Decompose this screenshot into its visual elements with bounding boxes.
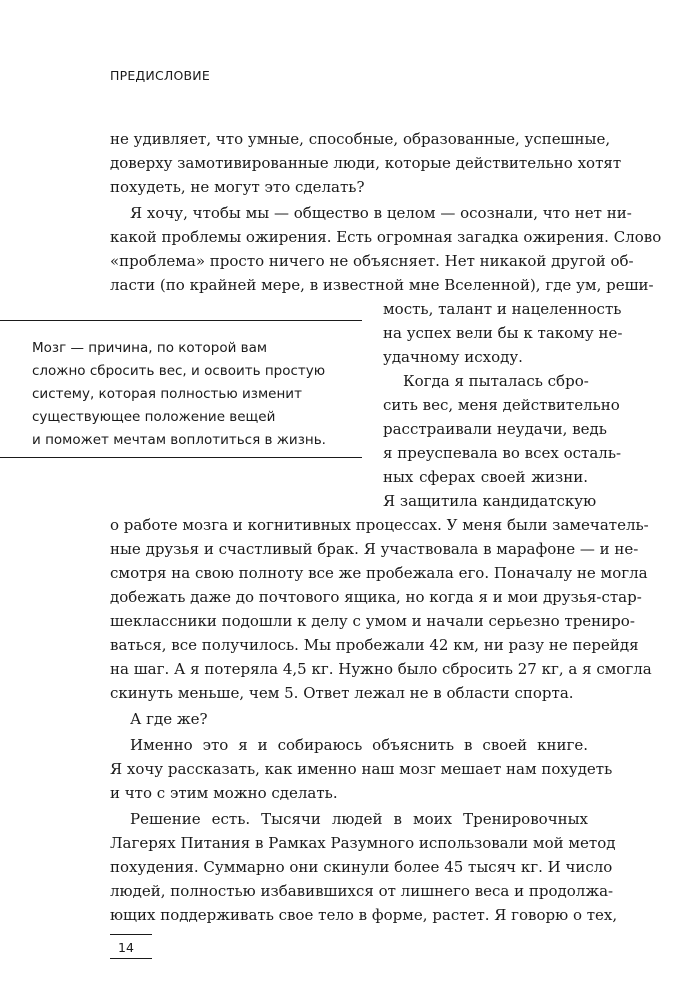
- body-line: о работе мозга и когнитивных процессах. У меня были замечатель-: [110, 516, 649, 534]
- body-line: похудеть, не могут это сделать?: [110, 178, 365, 196]
- body-line: смотря на свою полноту все же пробежала его. Поначалу не могла: [110, 564, 648, 582]
- body-line: «проблема» просто ничего не объясняет. Нет никакой другой об-: [110, 252, 634, 270]
- body-line: А где же?: [130, 710, 208, 728]
- body-line: добежать даже до почтового ящика, но когда я и мои друзья-стар-: [110, 588, 642, 606]
- body-line: доверху замотивированные люди, которые действительно хотят: [110, 154, 622, 172]
- body-line: Я хочу рассказать, как именно наш мозг мешает нам похудеть: [110, 760, 613, 778]
- body-line: Лагерях Питания в Рамках Разумного использовали мой метод: [110, 834, 616, 852]
- body-line: какой проблемы ожирения. Есть огромная загадка ожирения. Слово: [110, 228, 662, 246]
- body-line: шеклассники подошли к делу с умом и начали серьезно трениро-: [110, 612, 635, 630]
- body-line: похудения. Суммарно они скинули более 45 тысяч кг. И число: [110, 858, 613, 876]
- pull-quote-line: Мозг — причина, по которой вам: [32, 340, 268, 356]
- body-line: и что с этим можно сделать.: [110, 784, 338, 802]
- body-line: расстраивали неудачи, ведь: [383, 420, 607, 438]
- body-line: ющих поддерживать свое тело в форме, растет. Я говорю о тех,: [110, 906, 618, 924]
- folio-top-rule: [110, 934, 152, 935]
- body-line: ваться, все получилось. Мы пробежали 42 км, ни разу не перейдя: [110, 636, 639, 654]
- body-line: людей, полностью избавившихся от лишнего веса и продолжа-: [110, 882, 614, 900]
- body-line: Я хочу, чтобы мы — общество в целом — осознали, что нет ни-: [130, 204, 632, 222]
- body-line: не удивляет, что умные, способные, образованные, успешные,: [110, 130, 611, 148]
- pull-quote-line: и поможет мечтам воплотиться в жизнь.: [32, 432, 326, 448]
- body-line: сить вес, меня действительно: [383, 396, 620, 414]
- pull-quote-top-rule: [0, 320, 362, 321]
- body-line: мость, талант и нацеленность: [383, 300, 622, 318]
- pull-quote-line: существующее положение вещей: [32, 409, 276, 425]
- body-line: ных сферах своей жизни.: [383, 468, 588, 486]
- body-line: ные друзья и счастливый брак. Я участвовала в марафоне — и не-: [110, 540, 639, 558]
- body-line: Когда я пыталась сбро-: [403, 372, 589, 390]
- pull-quote-line: сложно сбросить вес, и освоить простую: [32, 363, 326, 379]
- body-line: удачному исходу.: [383, 348, 523, 366]
- page-number: 14: [118, 940, 134, 955]
- body-line: Решение есть. Тысячи людей в моих Тренировочных: [130, 810, 588, 828]
- body-line: на успех вели бы к такому не-: [383, 324, 623, 342]
- running-head: ПРЕДИСЛОВИЕ: [110, 68, 210, 83]
- pull-quote-bottom-rule: [0, 457, 362, 458]
- body-line: на шаг. А я потеряла 4,5 кг. Нужно было сбросить 27 кг, а я смогла: [110, 660, 652, 678]
- body-line: Именно это я и собираюсь объяснить в своей книге.: [130, 736, 588, 754]
- folio-bottom-rule: [110, 958, 152, 959]
- body-line: скинуть меньше, чем 5. Ответ лежал не в области спорта.: [110, 684, 574, 702]
- body-line: ласти (по крайней мере, в известной мне Вселенной), где ум, реши-: [110, 276, 654, 294]
- body-line: я преуспевала во всех осталь-: [383, 444, 622, 462]
- body-line: Я защитила кандидатскую: [383, 492, 597, 510]
- pull-quote-line: систему, которая полностью изменит: [32, 386, 302, 402]
